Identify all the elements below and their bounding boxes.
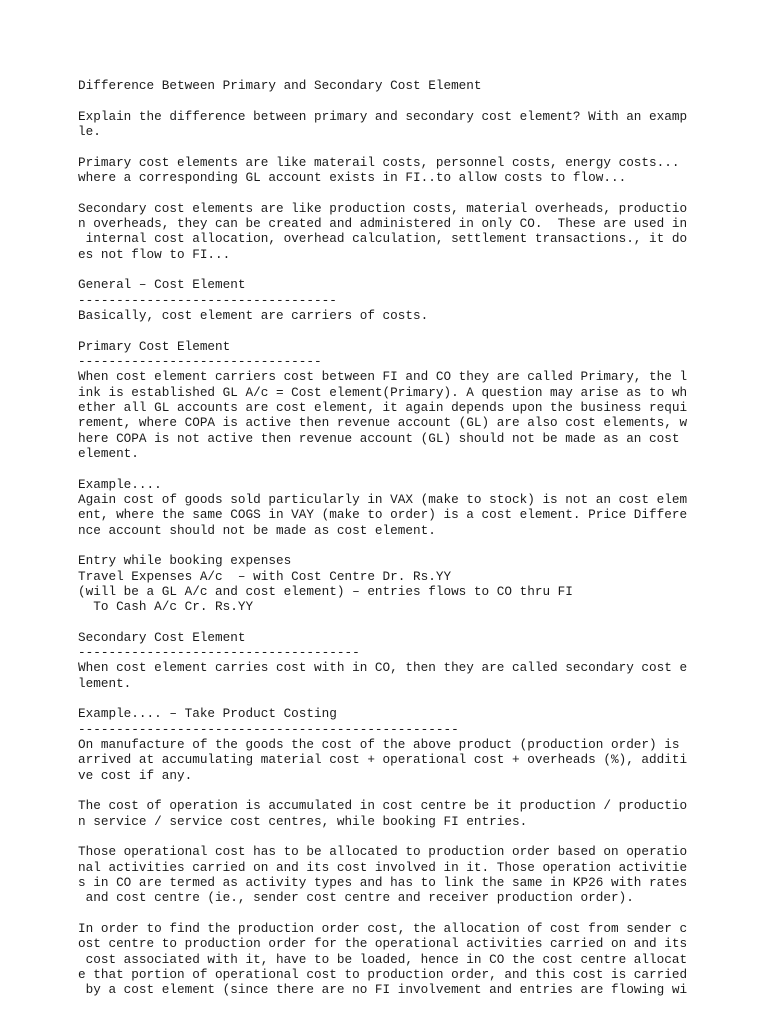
text-line: On manufacture of the goods the cost of the above product (production order) is bbox=[78, 737, 680, 753]
document-body bbox=[78, 78, 698, 1013]
text-line: n overheads, they can be created and administered in only CO. These are used in bbox=[78, 215, 688, 231]
text-line: nce account should not be made as cost element. bbox=[78, 522, 436, 538]
text-line: lement. bbox=[78, 675, 132, 691]
text-line: by a cost element (since there are no FI involvement and entries are flowing wi bbox=[78, 982, 688, 998]
text-line: n service / service cost centres, while booking FI entries. bbox=[78, 813, 528, 829]
text-line: e that portion of operational cost to production order, and this cost is carried bbox=[78, 967, 688, 983]
section-underline: ------------------------------------- bbox=[78, 645, 360, 661]
text-line: ent, where the same COGS in VAY (make to order) is a cost element. Price Differe bbox=[78, 507, 688, 523]
section-underline: -------------------------------------------------- bbox=[78, 721, 459, 737]
text-line: Entry while booking expenses bbox=[78, 553, 292, 569]
text-line bbox=[78, 538, 698, 553]
text-line: In order to find the production order cost, the allocation of cost from sender c bbox=[78, 921, 688, 937]
section-heading: Primary Cost Element bbox=[78, 338, 231, 354]
text-line: Primary cost elements are like materail costs, personnel costs, energy costs... bbox=[78, 154, 680, 170]
text-line: The cost of operation is accumulated in cost centre be it production / productio bbox=[78, 798, 688, 814]
text-line: Again cost of goods sold particularly in VAX (make to stock) is not an cost elem bbox=[78, 491, 688, 507]
text-line: rement, where COPA is active then revenue account (GL) are also cost elements, w bbox=[78, 415, 688, 431]
text-line: and cost centre (ie., sender cost centre and receiver production order). bbox=[78, 890, 634, 906]
text-line: nal activities carried on and its cost involved in it. Those operation activitie bbox=[78, 859, 688, 875]
section-heading: Example.... – Take Product Costing bbox=[78, 706, 337, 722]
document-title: Difference Between Primary and Secondary Cost Element bbox=[78, 78, 482, 93]
text-line: Travel Expenses A/c – with Cost Centre Dr. Rs.YY bbox=[78, 568, 452, 584]
text-line: Secondary cost elements are like production costs, material overheads, productio bbox=[78, 200, 688, 216]
text-line bbox=[78, 461, 698, 476]
text-line bbox=[78, 614, 698, 629]
section-underline: ---------------------------------- bbox=[78, 292, 337, 308]
text-line: To Cash A/c Cr. Rs.YY bbox=[78, 599, 254, 615]
text-line bbox=[78, 323, 698, 338]
text-line bbox=[78, 783, 698, 798]
text-line: cost associated with it, have to be loaded, hence in CO the cost centre allocat bbox=[78, 951, 688, 967]
text-line: Those operational cost has to be allocated to production order based on operatio bbox=[78, 844, 688, 860]
section-heading: General – Cost Element bbox=[78, 277, 246, 293]
text-line: s in CO are termed as activity types and has to link the same in KP26 with rates bbox=[78, 875, 688, 891]
text-line: Basically, cost element are carriers of costs. bbox=[78, 307, 429, 323]
text-line: When cost element carriers cost between FI and CO they are called Primary, the l bbox=[78, 369, 688, 385]
section-underline: -------------------------------- bbox=[78, 353, 322, 369]
text-line bbox=[78, 691, 698, 706]
text-line: element. bbox=[78, 445, 139, 461]
text-line bbox=[78, 93, 698, 108]
text-line: le. bbox=[78, 123, 101, 139]
text-line bbox=[78, 185, 698, 200]
text-line: internal cost allocation, overhead calculation, settlement transactions., it do bbox=[78, 231, 688, 247]
text-line: arrived at accumulating material cost + operational cost + overheads (%), additi bbox=[78, 752, 688, 768]
text-line: where a corresponding GL account exists in FI..to allow costs to flow... bbox=[78, 169, 627, 185]
text-line: ve cost if any. bbox=[78, 767, 193, 783]
text-line bbox=[78, 906, 698, 921]
text-line: Explain the difference between primary and secondary cost element? With an examp bbox=[78, 108, 688, 124]
text-line: When cost element carries cost with in CO, then they are called secondary cost e bbox=[78, 660, 688, 676]
section-heading: Secondary Cost Element bbox=[78, 629, 246, 645]
text-line: here COPA is not active then revenue account (GL) should not be made as an cost bbox=[78, 430, 680, 446]
text-line: ink is established GL A/c = Cost element(Primary). A question may arise as to wh bbox=[78, 384, 688, 400]
text-line bbox=[78, 998, 698, 1013]
text-line: (will be a GL A/c and cost element) – entries flows to CO thru FI bbox=[78, 583, 573, 599]
text-line: es not flow to FI... bbox=[78, 246, 231, 262]
text-line: Example.... bbox=[78, 476, 162, 492]
text-line bbox=[78, 139, 698, 154]
text-line: ost centre to production order for the operational activities carried on and its bbox=[78, 936, 688, 952]
text-line: ether all GL accounts are cost element, it again depends upon the business requi bbox=[78, 399, 688, 415]
text-line bbox=[78, 829, 698, 844]
text-line bbox=[78, 262, 698, 277]
